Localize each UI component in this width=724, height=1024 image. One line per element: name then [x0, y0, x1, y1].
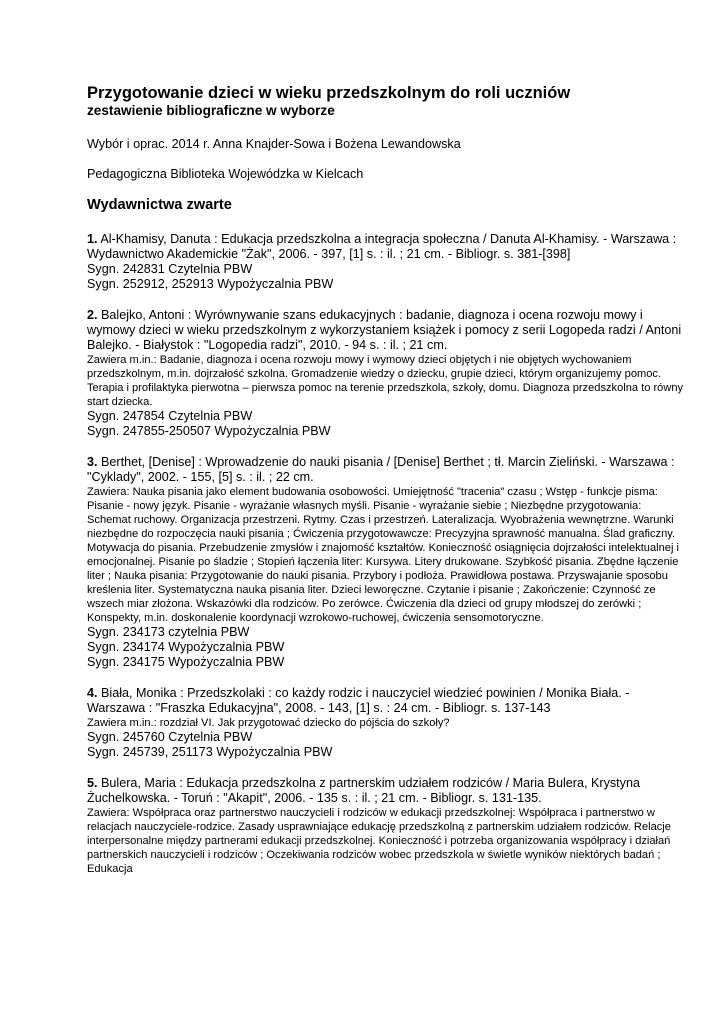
entry-text: Berthet, [Denise] : Wprowadzenie do nauki pisania / [Denise] Berthet ; tł. Marcin Zieliński. - Warszawa : "Cyklady", 2002. - 155, [5] s. : il. ; 22 cm.: [87, 455, 675, 484]
entry-signature: Sygn. 252912, 252913 Wypożyczalnia PBW: [87, 277, 334, 291]
entry-note: Zawiera m.in.: rozdział VI. Jak przygotować dziecko do pójścia do szkoły?: [87, 717, 450, 729]
entry-number: 4.: [87, 686, 98, 700]
entry-signature: Sygn. 234174 Wypożyczalnia PBW: [87, 640, 285, 654]
entry-number: 5.: [87, 776, 98, 790]
section-heading: Wydawnictwa zwarte: [87, 197, 232, 213]
entry-signature: Sygn. 247855-250507 Wypożyczalnia PBW: [87, 424, 331, 438]
compiled-by: Wybór i oprac. 2014 r. Anna Knajder-Sowa i Bożena Lewandowska: [87, 137, 461, 151]
entry-number: 1.: [87, 232, 98, 246]
document-page: [87, 84, 687, 892]
document-title: Przygotowanie dzieci w wieku przedszkolnym do roli uczniów: [87, 84, 571, 102]
entry-note: Zawiera m.in.: Badanie, diagnoza i ocena rozwoju mowy i wymowy dzieci objętych i nie objętych wychowaniem przedszkolnym, m.in. dojrzałość szkolna. Gromadzenie wiedzy o dziecku, grupie dzieci, którym organizujemy pomoc. Terapia i profilaktyka pierwotna – pierwsza pomoc na terenie przedszkola, szkoły, domu. Diagnoza przedszkolna to równy start dziecka.: [87, 354, 684, 408]
entry-description: [87, 776, 687, 806]
entries-list: [87, 232, 687, 876]
entry-1: [87, 232, 687, 292]
entry-4: [87, 686, 687, 760]
entry-signature: Sygn. 234173 czytelnia PBW: [87, 625, 250, 639]
entry-5: [87, 776, 687, 876]
entry-signature: Sygn. 242831 Czytelnia PBW: [87, 262, 253, 276]
entry-description: [87, 455, 687, 485]
entry-text: Balejko, Antoni : Wyrównywanie szans edukacyjnych : badanie, diagnoza i ocena rozwoju mowy i wymowy dzieci w wieku przedszkolnym z wykorzystaniem książek i pomocy z serii Logopeda radzi / Antoni Balejko. - Białystok : "Logopedia radzi", 2010. - 94 s. : il. ; 21 cm.: [87, 308, 682, 352]
entry-description: [87, 686, 687, 716]
entry-number: 2.: [87, 308, 98, 322]
entry-signature: Sygn. 234175 Wypożyczalnia PBW: [87, 655, 285, 669]
entry-description: [87, 232, 687, 262]
entry-note: Zawiera: Nauka pisania jako element budowania osobowości. Umiejętność "tracenia" czasu ; Wstęp - funkcje pisma: Pisanie - nowy język. Pisanie - wyrażanie własnych myśli. Pisanie - wyrażanie siebie ; Niezbędne przygotowania: Schemat ruchowy. Organizacja przestrzeni. Rytmy. Czas i przestrzeń. Lateralizacja. Wyobrażenia wewnętrzne. Warunki niezbędne do rozpoczęcia nauki pisania ; Ćwiczenia przygotowawcze: Precyzyjna sprawność manualna. Ślad graficzny. Motywacja do pisania. Przebudzenie zmysłów i znajomość kształtów. Konieczność osiągnięcia dojrzałości intelektualnej i emocjonalnej. Pisanie po śladzie ; Stopień łączenia liter: Kursywa. Litery drukowane. Szybkość pisania. Zbędne łączenie liter ; Nauka pisania: Przygotowanie do nauki pisania. Przybory i podłoża. Prawidłowa postawa. Przyswajanie sposobu kreślenia liter. Systematyczna nauka pisania liter. Dzieci leworęczne. Czytanie i pisanie ; Zakończenie: Czynność ze wszech miar złożona. Wskazówki dla rodziców. Po zerówce. Ćwiczenia dla dzieci od grupy młodszej do zerówki ; Konspekty, m.in. doskonalenie koordynacji wzrokowo-ruchowej, ćwiczenia sensomotoryczne.: [87, 486, 679, 624]
entry-text: Bulera, Maria : Edukacja przedszkolna z partnerskim udziałem rodziców / Maria Bulera, Krystyna Żuchelkowska. - Toruń : "Akapit", 2006. - 135 s. : il. ; 21 cm. - Bibliogr. s. 131-135.: [87, 776, 640, 805]
document-subtitle: zestawienie bibliograficzne w wyborze: [87, 103, 335, 118]
entry-3: [87, 455, 687, 670]
entry-2: [87, 308, 687, 439]
entry-text: Al-Khamisy, Danuta : Edukacja przedszkolna a integracja społeczna / Danuta Al-Khamisy. - Warszawa : Wydawnictwo Akademickie "Żak", 2006. - 397, [1] s. : il. ; 21 cm. - Bibliogr. s. 381-[398]: [87, 232, 677, 261]
entry-note: Zawiera: Współpraca oraz partnerstwo nauczycieli i rodziców w edukacji przedszkolnej: Współpraca i partnerstwo w relacjach nauczyciele-rodzice. Zasady usprawniające edukację przedszkolną z partnerskim udziałem rodziców. Relacje interpersonalne między partnerami edukacji przedszkolnej. Konieczność i potrzeba organizowania współpracy i działań partnerskich nauczycieli i rodziców ; Oczekiwania rodziców wobec przedszkola w świetle wyników niektórych badań ; Edukacja: [87, 807, 671, 875]
entry-signature: Sygn. 245739, 251173 Wypożyczalnia PBW: [87, 745, 333, 759]
entry-signature: Sygn. 247854 Czytelnia PBW: [87, 409, 253, 423]
entry-text: Biała, Monika : Przedszkolaki : co każdy rodzic i nauczyciel wiedzieć powinien / Monika Biała. - Warszawa : "Fraszka Edukacyjna", 2008. - 143, [1] s. : 24 cm. - Bibliogr. s. 137-143: [87, 686, 630, 715]
entry-number: 3.: [87, 455, 98, 469]
entry-description: [87, 308, 687, 353]
entry-signature: Sygn. 245760 Czytelnia PBW: [87, 730, 253, 744]
library-name: Pedagogiczna Biblioteka Wojewódzka w Kielcach: [87, 167, 364, 181]
